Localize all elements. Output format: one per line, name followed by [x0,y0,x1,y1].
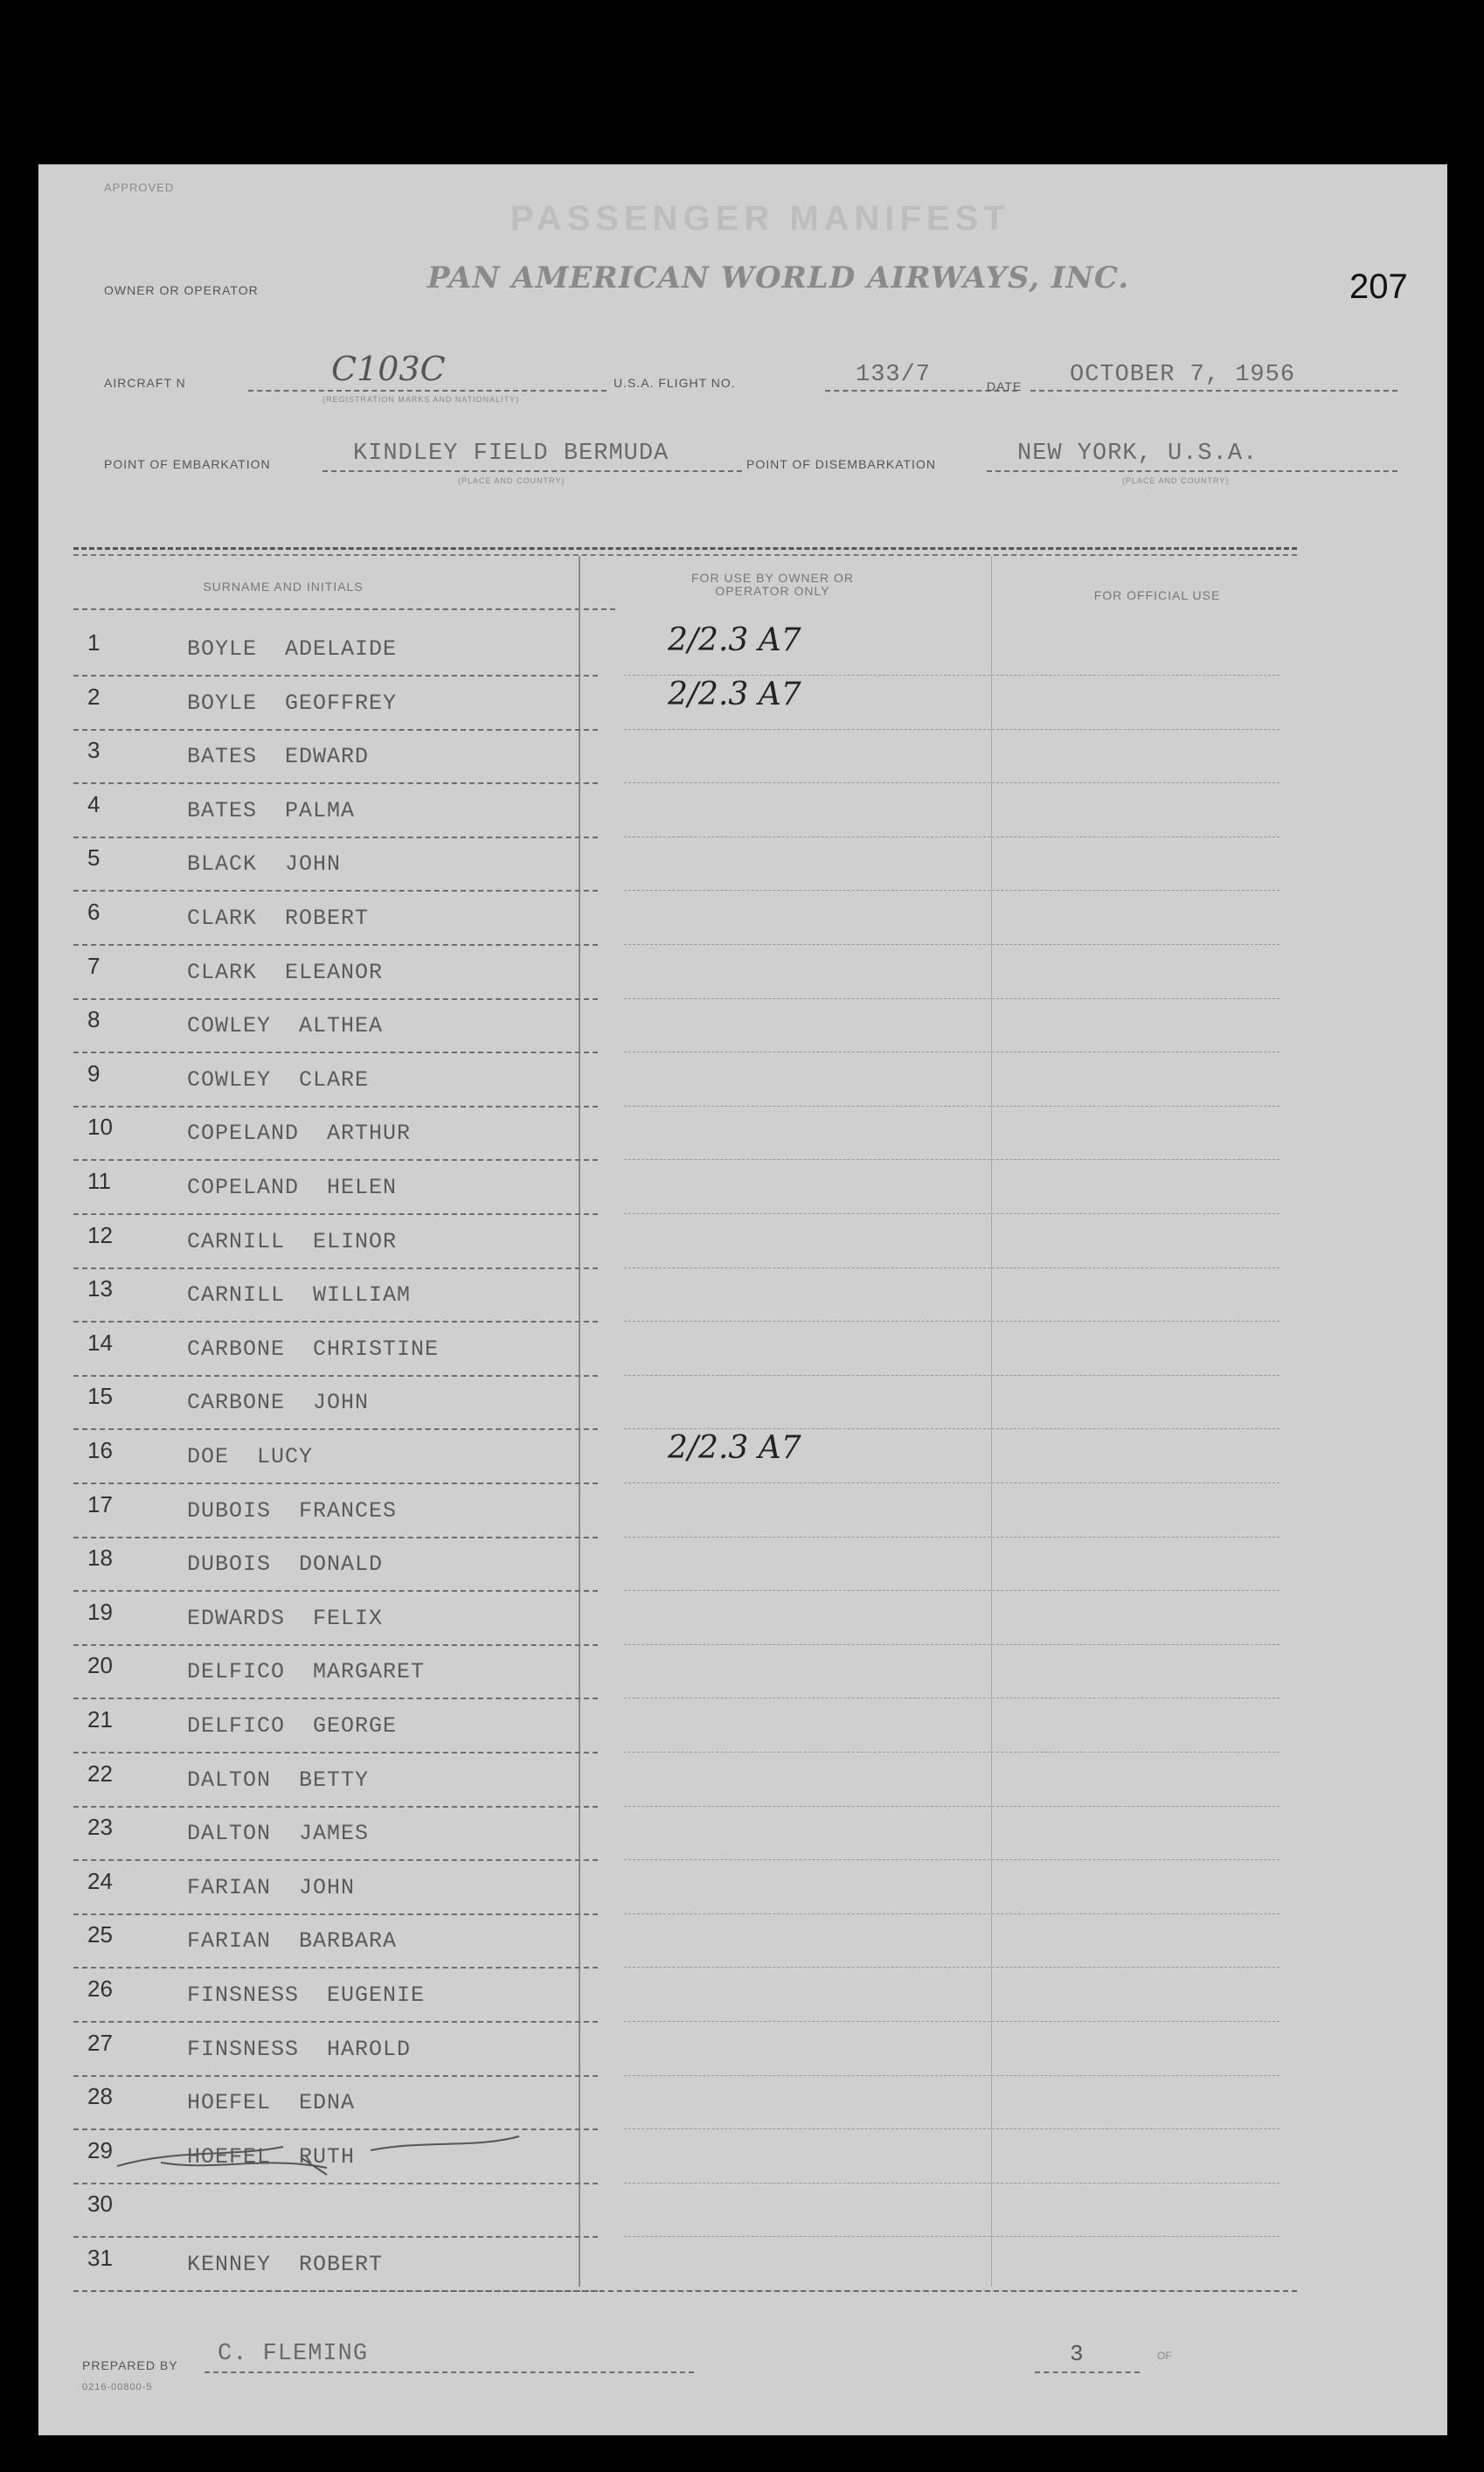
passenger-row [73,1006,1297,1060]
passenger-row-number: 12 [87,1221,113,1248]
passenger-name: DUBOIS FRANCES [187,1497,398,1524]
passenger-row-number: 31 [87,2245,113,2271]
row-rule-right [624,2236,1279,2237]
passenger-row [73,1814,1297,1868]
passenger-name: DALTON BETTY [187,1767,370,1793]
passenger-name: DUBOIS DONALD [187,1552,384,1578]
passenger-row [73,1114,1297,1168]
row-rule [73,837,598,838]
row-rule-right [624,1537,1279,1538]
row-rule [73,782,598,784]
row-rule-right [624,2021,1279,2022]
passenger-row-number: 29 [87,2136,113,2163]
table-top-rule-2 [73,554,1297,556]
form-title: PASSENGER MANIFEST [510,199,1010,238]
row-rule-right [624,2128,1279,2129]
passenger-row-number: 25 [87,1921,113,1948]
passenger-name: DALTON JAMES [187,1821,370,1847]
row-rule [73,1375,598,1377]
passenger-name: CARNILL ELINOR [187,1228,398,1254]
disembarkation-label: POINT OF DISEMBARKATION [746,457,936,471]
row-rule [73,1428,598,1430]
row-rule [73,1806,598,1808]
date-value: OCTOBER 7, 1956 [1070,362,1296,388]
passenger-row [73,1545,1297,1599]
date-underline [1030,390,1397,392]
row-rule [73,1752,598,1753]
passenger-row-number: 16 [87,1437,113,1463]
passenger-name: BOYLE GEOFFREY [187,690,398,716]
row-rule-right [624,1913,1279,1914]
row-rule [73,890,598,892]
passenger-row-number: 23 [87,1814,113,1841]
date-label: DATE [987,379,1023,393]
passenger-row [73,1868,1297,1922]
passenger-row-number: 6 [87,899,101,925]
passenger-row [73,1060,1297,1114]
passenger-name: CLARK ROBERT [187,906,370,931]
row-rule [73,998,598,1000]
disembarkation-sublabel: (PLACE AND COUNTRY) [1122,476,1230,485]
row-rule-right [624,890,1279,891]
passenger-name: FINSNESS EUGENIE [187,1982,426,2008]
passenger-row-number: 3 [87,737,101,764]
passenger-name: COWLEY ALTHEA [187,1013,384,1039]
row-rule-right [624,1213,1279,1214]
embarkation-label: POINT OF EMBARKATION [104,457,271,471]
passenger-name: CARNILL WILLIAM [187,1282,412,1309]
passenger-name: BATES EDWARD [187,744,370,770]
row-rule [73,2075,598,2077]
row-rule [73,2128,598,2130]
row-rule [73,1106,598,1108]
passenger-row-number: 28 [87,2083,113,2110]
disembarkation-value: NEW YORK, U.S.A. [1017,441,1259,467]
passenger-row [73,1976,1297,2030]
passenger-row-number: 1 [87,629,101,656]
sheet-number: 3 [1070,2341,1084,2367]
prepared-by-value: C. FLEMING [218,2341,369,2367]
passenger-name: COPELAND HELEN [187,1175,398,1200]
passenger-row [73,791,1297,845]
row-rule-right [624,1752,1279,1753]
passenger-row [73,1706,1297,1760]
sheet-of-label: OF [1157,2350,1172,2362]
row-rule-right [624,2075,1279,2076]
passenger-row-number: 8 [87,1006,101,1033]
passenger-name: BLACK JOHN [187,851,342,878]
embarkation-value: KINDLEY FIELD BERMUDA [353,441,669,467]
operator-name: PAN AMERICAN WORLD AIRWAYS, INC. [427,260,1130,295]
passenger-name: DELFICO MARGARET [187,1659,426,1685]
row-rule-right [624,1644,1279,1645]
passenger-name: KENNEY ROBERT [187,2252,384,2277]
row-rule [73,1159,598,1161]
passenger-row [73,2191,1297,2245]
passenger-row-number: 21 [87,1706,113,1732]
row-rule [73,1321,598,1323]
passenger-row-number: 2 [87,683,101,710]
passenger-row-number: 18 [87,1545,113,1572]
column-header-surname: SURNAME AND INITIALS [203,580,364,594]
column-header-owner-use: FOR USE BY OWNER OR OPERATOR ONLY [691,571,854,598]
page-number: 207 [1349,267,1408,306]
passenger-row [73,1330,1297,1384]
row-rule-right [624,1806,1279,1807]
row-rule-right [624,1590,1279,1591]
passenger-name: FARIAN BARBARA [187,1928,398,1955]
flight-value: 133/7 [856,362,932,388]
header-bottom-rule [73,608,615,610]
owner-use-notation: 2/2.3 A7 [668,1430,801,1466]
row-rule-right [624,729,1279,730]
owner-label: OWNER OR OPERATOR [104,283,259,297]
passenger-name: BOYLE ADELAIDE [187,636,398,662]
passenger-row [73,899,1297,953]
row-rule [73,1913,598,1915]
passenger-row [73,953,1297,1007]
row-rule [73,2021,598,2023]
table-top-rule [73,547,1297,550]
passenger-name: HOEFEL RUTH [187,2143,356,2170]
passenger-row-number: 30 [87,2191,113,2218]
row-rule [73,944,598,946]
passenger-row-number: 15 [87,1383,113,1410]
column-header-official-use: FOR OFFICIAL USE [1093,588,1221,602]
aircraft-sublabel: (REGISTRATION MARKS AND NATIONALITY) [322,395,520,404]
sheet-underline [1035,2371,1140,2373]
passenger-row [73,1491,1297,1545]
passenger-row-number: 19 [87,1598,113,1625]
passenger-row [73,676,1297,738]
passenger-row-number: 13 [87,1275,113,1302]
passenger-row-number: 5 [87,844,101,871]
form-number: 0216-00800-5 [82,2382,153,2392]
prepared-by-label: PREPARED BY [82,2358,178,2372]
owner-use-notation: 2/2.3 A7 [668,676,801,712]
passenger-row [73,1222,1297,1276]
row-rule-right [624,2183,1279,2184]
row-rule [73,1483,598,1484]
row-rule [73,1698,598,1699]
row-rule [73,1644,598,1646]
strikeout-scribble [108,2131,528,2184]
passenger-row-number: 11 [87,1168,111,1194]
row-rule [73,729,598,731]
passenger-row-number: 14 [87,1329,113,1356]
passenger-name: CARBONE CHRISTINE [187,1336,440,1362]
row-rule-right [624,1375,1279,1376]
passenger-row-number: 22 [87,1760,113,1787]
passenger-row-number: 27 [87,2029,113,2056]
row-rule [73,1537,598,1538]
passenger-row-number: 17 [87,1490,113,1517]
passenger-name: FARIAN JOHN [187,1874,356,1900]
passenger-row-number: 9 [87,1059,101,1087]
passenger-row [73,737,1297,791]
passenger-row [73,2030,1297,2084]
row-rule [73,1967,598,1969]
aircraft-value: C103C [331,350,446,388]
approval-stamp: APPROVED [104,181,175,194]
passenger-row [73,1430,1297,1491]
row-rule [73,675,598,677]
passenger-row [73,2083,1297,2137]
manifest-page [38,164,1447,2435]
passenger-name: COWLEY CLARE [187,1066,370,1093]
row-rule [73,1052,598,1053]
row-rule-right [624,1159,1279,1160]
embarkation-underline [322,470,742,472]
embarkation-sublabel: (PLACE AND COUNTRY) [458,476,565,485]
passenger-name: DELFICO GEORGE [187,1713,398,1739]
table-bottom-rule [73,2290,1297,2292]
row-rule-right [624,998,1279,999]
passenger-name: BATES PALMA [187,797,356,823]
passenger-row-number: 26 [87,1976,113,2002]
passenger-name: FINSNESS HAROLD [187,2036,412,2062]
row-rule-right [624,1967,1279,1968]
passenger-row [73,1168,1297,1222]
row-rule-right [624,1859,1279,1860]
aircraft-underline [248,390,607,392]
disembarkation-underline [987,470,1397,472]
row-rule [73,2236,598,2238]
passenger-name: CLARK ELEANOR [187,959,384,985]
passenger-row-number: 7 [87,952,101,979]
passenger-row [73,1599,1297,1653]
passenger-row [73,1275,1297,1330]
row-rule [73,1267,598,1269]
row-rule-right [624,1267,1279,1268]
passenger-name: CARBONE JOHN [187,1390,370,1416]
row-rule-right [624,782,1279,783]
row-rule-right [624,1106,1279,1107]
row-rule [73,1590,598,1592]
aircraft-label: AIRCRAFT N [104,376,186,390]
row-rule [73,1213,598,1215]
passenger-name: COPELAND ARTHUR [187,1121,412,1147]
flight-label: U.S.A. FLIGHT NO. [614,376,736,390]
passenger-row-number: 20 [87,1652,113,1679]
row-rule [73,1859,598,1861]
passenger-row [73,844,1297,899]
passenger-row-number: 24 [87,1867,113,1894]
passenger-row-number: 10 [87,1114,113,1141]
prepared-by-underline [205,2371,694,2373]
passenger-row [73,1921,1297,1976]
owner-use-notation: 2/2.3 A7 [668,622,801,658]
passenger-row [73,1760,1297,1815]
passenger-row [73,1652,1297,1706]
passenger-name: EDWARDS FELIX [187,1605,384,1631]
passenger-name: HOEFEL EDNA [187,2090,356,2116]
row-rule-right [624,944,1279,945]
passenger-row-number: 4 [87,790,101,817]
passenger-name: DOE LUCY [187,1444,314,1469]
row-rule-right [624,1321,1279,1322]
